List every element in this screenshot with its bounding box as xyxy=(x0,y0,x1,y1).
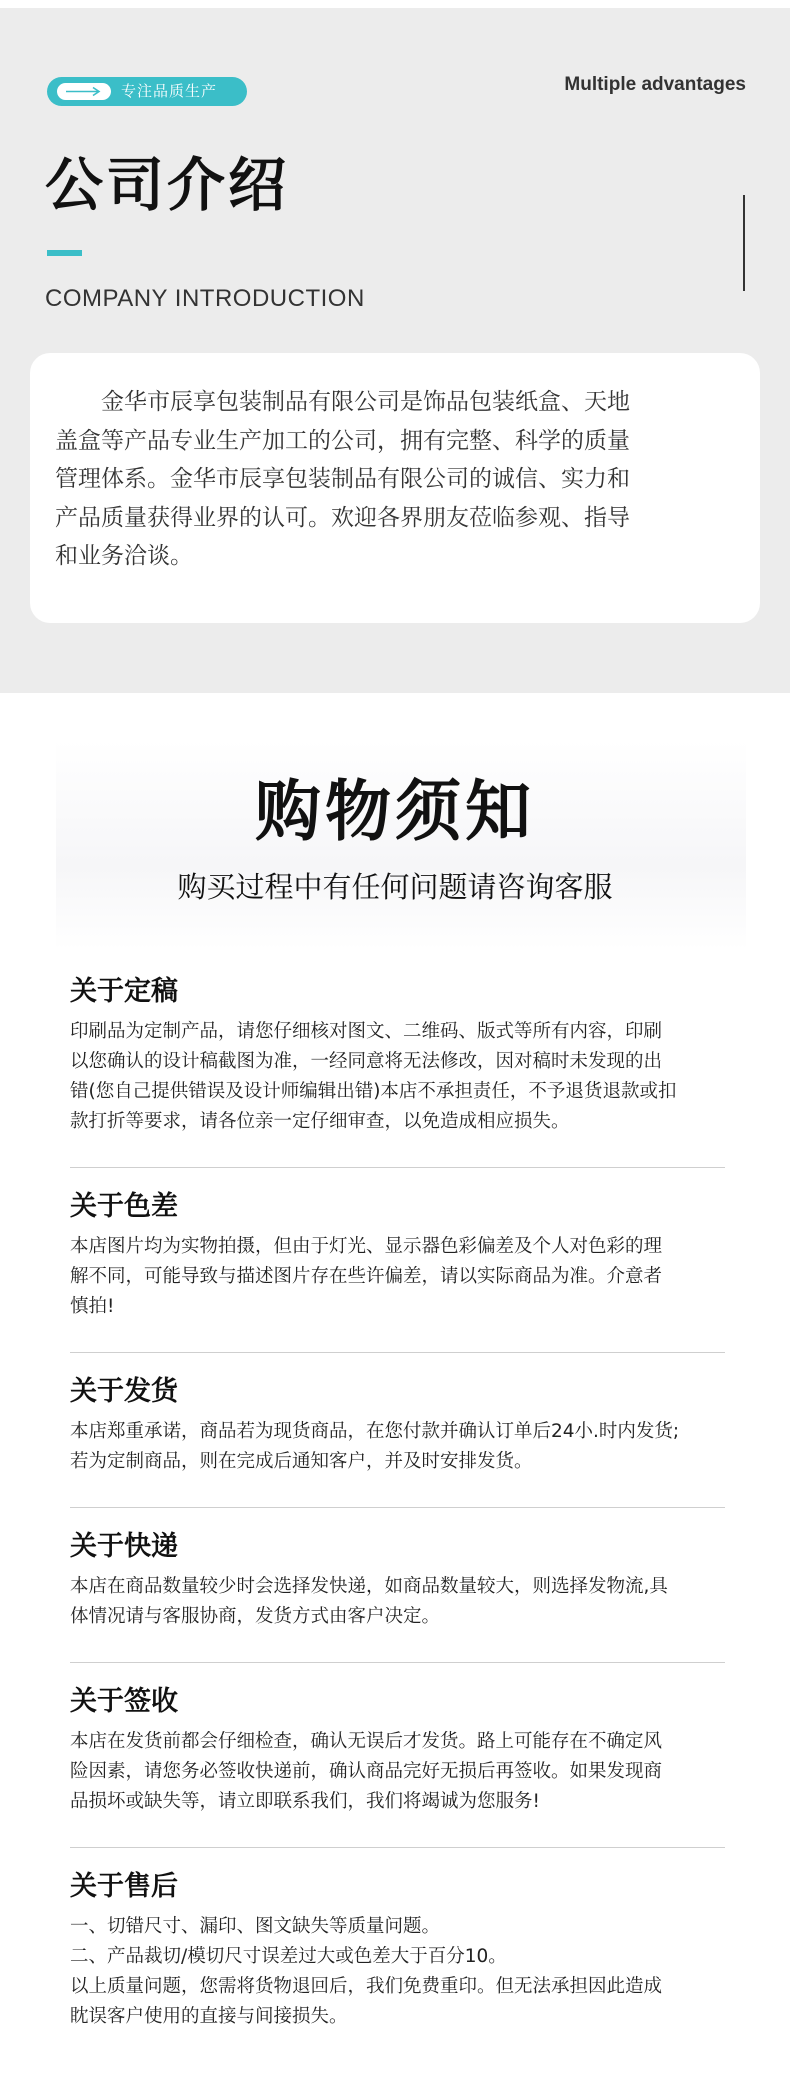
arrow-right-icon xyxy=(57,83,111,100)
tag-label: 专注品质生产 xyxy=(121,82,218,100)
section-body xyxy=(70,1912,725,2032)
page-subtitle: COMPANY INTRODUCTION xyxy=(45,285,365,312)
intro-line: 产品质量获得业界的认可。欢迎各界朋友莅临参观、指导 xyxy=(55,504,630,531)
section-line: 体情况请与客服协商，发货方式由客户决定。 xyxy=(70,1606,441,1627)
section-line: 本店图片均为实物拍摄，但由于灯光、显示器色彩偏差及个人对色彩的理 xyxy=(70,1236,663,1257)
notice-section-shipping xyxy=(70,1353,725,1508)
advantages-label: Multiple advantages xyxy=(564,74,746,95)
section-body xyxy=(70,1417,725,1477)
intro-card xyxy=(30,353,760,623)
section-title: 关于色差 xyxy=(70,1191,178,1222)
top-strip xyxy=(0,0,790,8)
section-line: 若为定制商品，则在完成后通知客户，并及时安排发货。 xyxy=(70,1451,533,1472)
section-line: 本店在发货前都会仔细检查，确认无误后才发货。路上可能存在不确定风 xyxy=(70,1731,663,1752)
section-body xyxy=(70,1017,725,1137)
tag-pill xyxy=(47,77,247,106)
page-title: 公司介绍 xyxy=(45,151,290,219)
notice-title: 购物须知 xyxy=(255,773,535,850)
section-line: 本店在商品数量较少时会选择发快递，如商品数量较大，则选择发物流,具 xyxy=(70,1576,668,1597)
section-title: 关于售后 xyxy=(70,1871,178,1902)
vertical-divider xyxy=(743,195,745,291)
section-line: 以您确认的设计稿截图为准，一经同意将无法修改，因对稿时未发现的出 xyxy=(70,1051,663,1072)
section-line: 一、切错尺寸、漏印、图文缺失等质量问题。 xyxy=(70,1916,441,1937)
section-line: 慎拍! xyxy=(70,1296,115,1317)
section-line: 错(您自己提供错误及设计师编辑出错)本店不承担责任，不予退货退款或扣 xyxy=(70,1081,677,1102)
section-line: 印刷品为定制产品，请您仔细核对图文、二维码、版式等所有内容，印刷 xyxy=(70,1021,663,1042)
notice-section-finalize xyxy=(70,975,725,1168)
section-title: 关于签收 xyxy=(70,1686,178,1717)
section-line: 险因素，请您务必签收快递前，确认商品完好无损后再签收。如果发现商 xyxy=(70,1761,663,1782)
intro-line: 金华市辰享包装制品有限公司是饰品包装纸盒、天地 xyxy=(101,389,630,415)
notice-sections xyxy=(70,975,725,2032)
company-intro-section xyxy=(0,0,790,693)
notice-section-receipt xyxy=(70,1663,725,1848)
intro-line: 盖盒等产品专业生产加工的公司，拥有完整、科学的质量 xyxy=(55,427,630,454)
intro-line: 和业务洽谈。 xyxy=(55,543,193,569)
notice-section-color-difference xyxy=(70,1168,725,1353)
section-title: 关于定稿 xyxy=(70,976,178,1007)
section-line: 本店郑重承诺，商品若为现货商品，在您付款并确认订单后24小.时内发货; xyxy=(70,1421,680,1442)
notice-subtitle: 购买过程中有任何问题请咨询客服 xyxy=(177,870,613,904)
intro-text xyxy=(55,383,745,576)
section-body xyxy=(70,1572,725,1632)
section-line: 款打折等要求，请各位亲一定仔细审查，以免造成相应损失。 xyxy=(70,1111,570,1132)
intro-line: 管理体系。金华市辰享包装制品有限公司的诚信、实力和 xyxy=(55,466,630,492)
section-body xyxy=(70,1727,725,1817)
section-line: 眈误客户使用的直接与间接损失。 xyxy=(70,2006,348,2027)
section-body xyxy=(70,1232,725,1322)
section-line: 二、产品裁切/模切尺寸误差过大或色差大于百分10。 xyxy=(70,1946,507,1967)
section-line: 品损坏或缺失等，请立即联系我们，我们将竭诚为您服务! xyxy=(70,1791,540,1812)
notice-section-express xyxy=(70,1508,725,1663)
section-line: 解不同，可能导致与描述图片存在些许偏差，请以实际商品为准。介意者 xyxy=(70,1266,663,1287)
notice-section-after-sales xyxy=(70,1848,725,2032)
section-title: 关于快递 xyxy=(70,1531,178,1562)
section-title: 关于发货 xyxy=(70,1376,178,1407)
section-line: 以上质量问题，您需将货物退回后，我们免费重印。但无法承担因此造成 xyxy=(70,1976,663,1997)
title-accent-bar xyxy=(47,250,82,256)
